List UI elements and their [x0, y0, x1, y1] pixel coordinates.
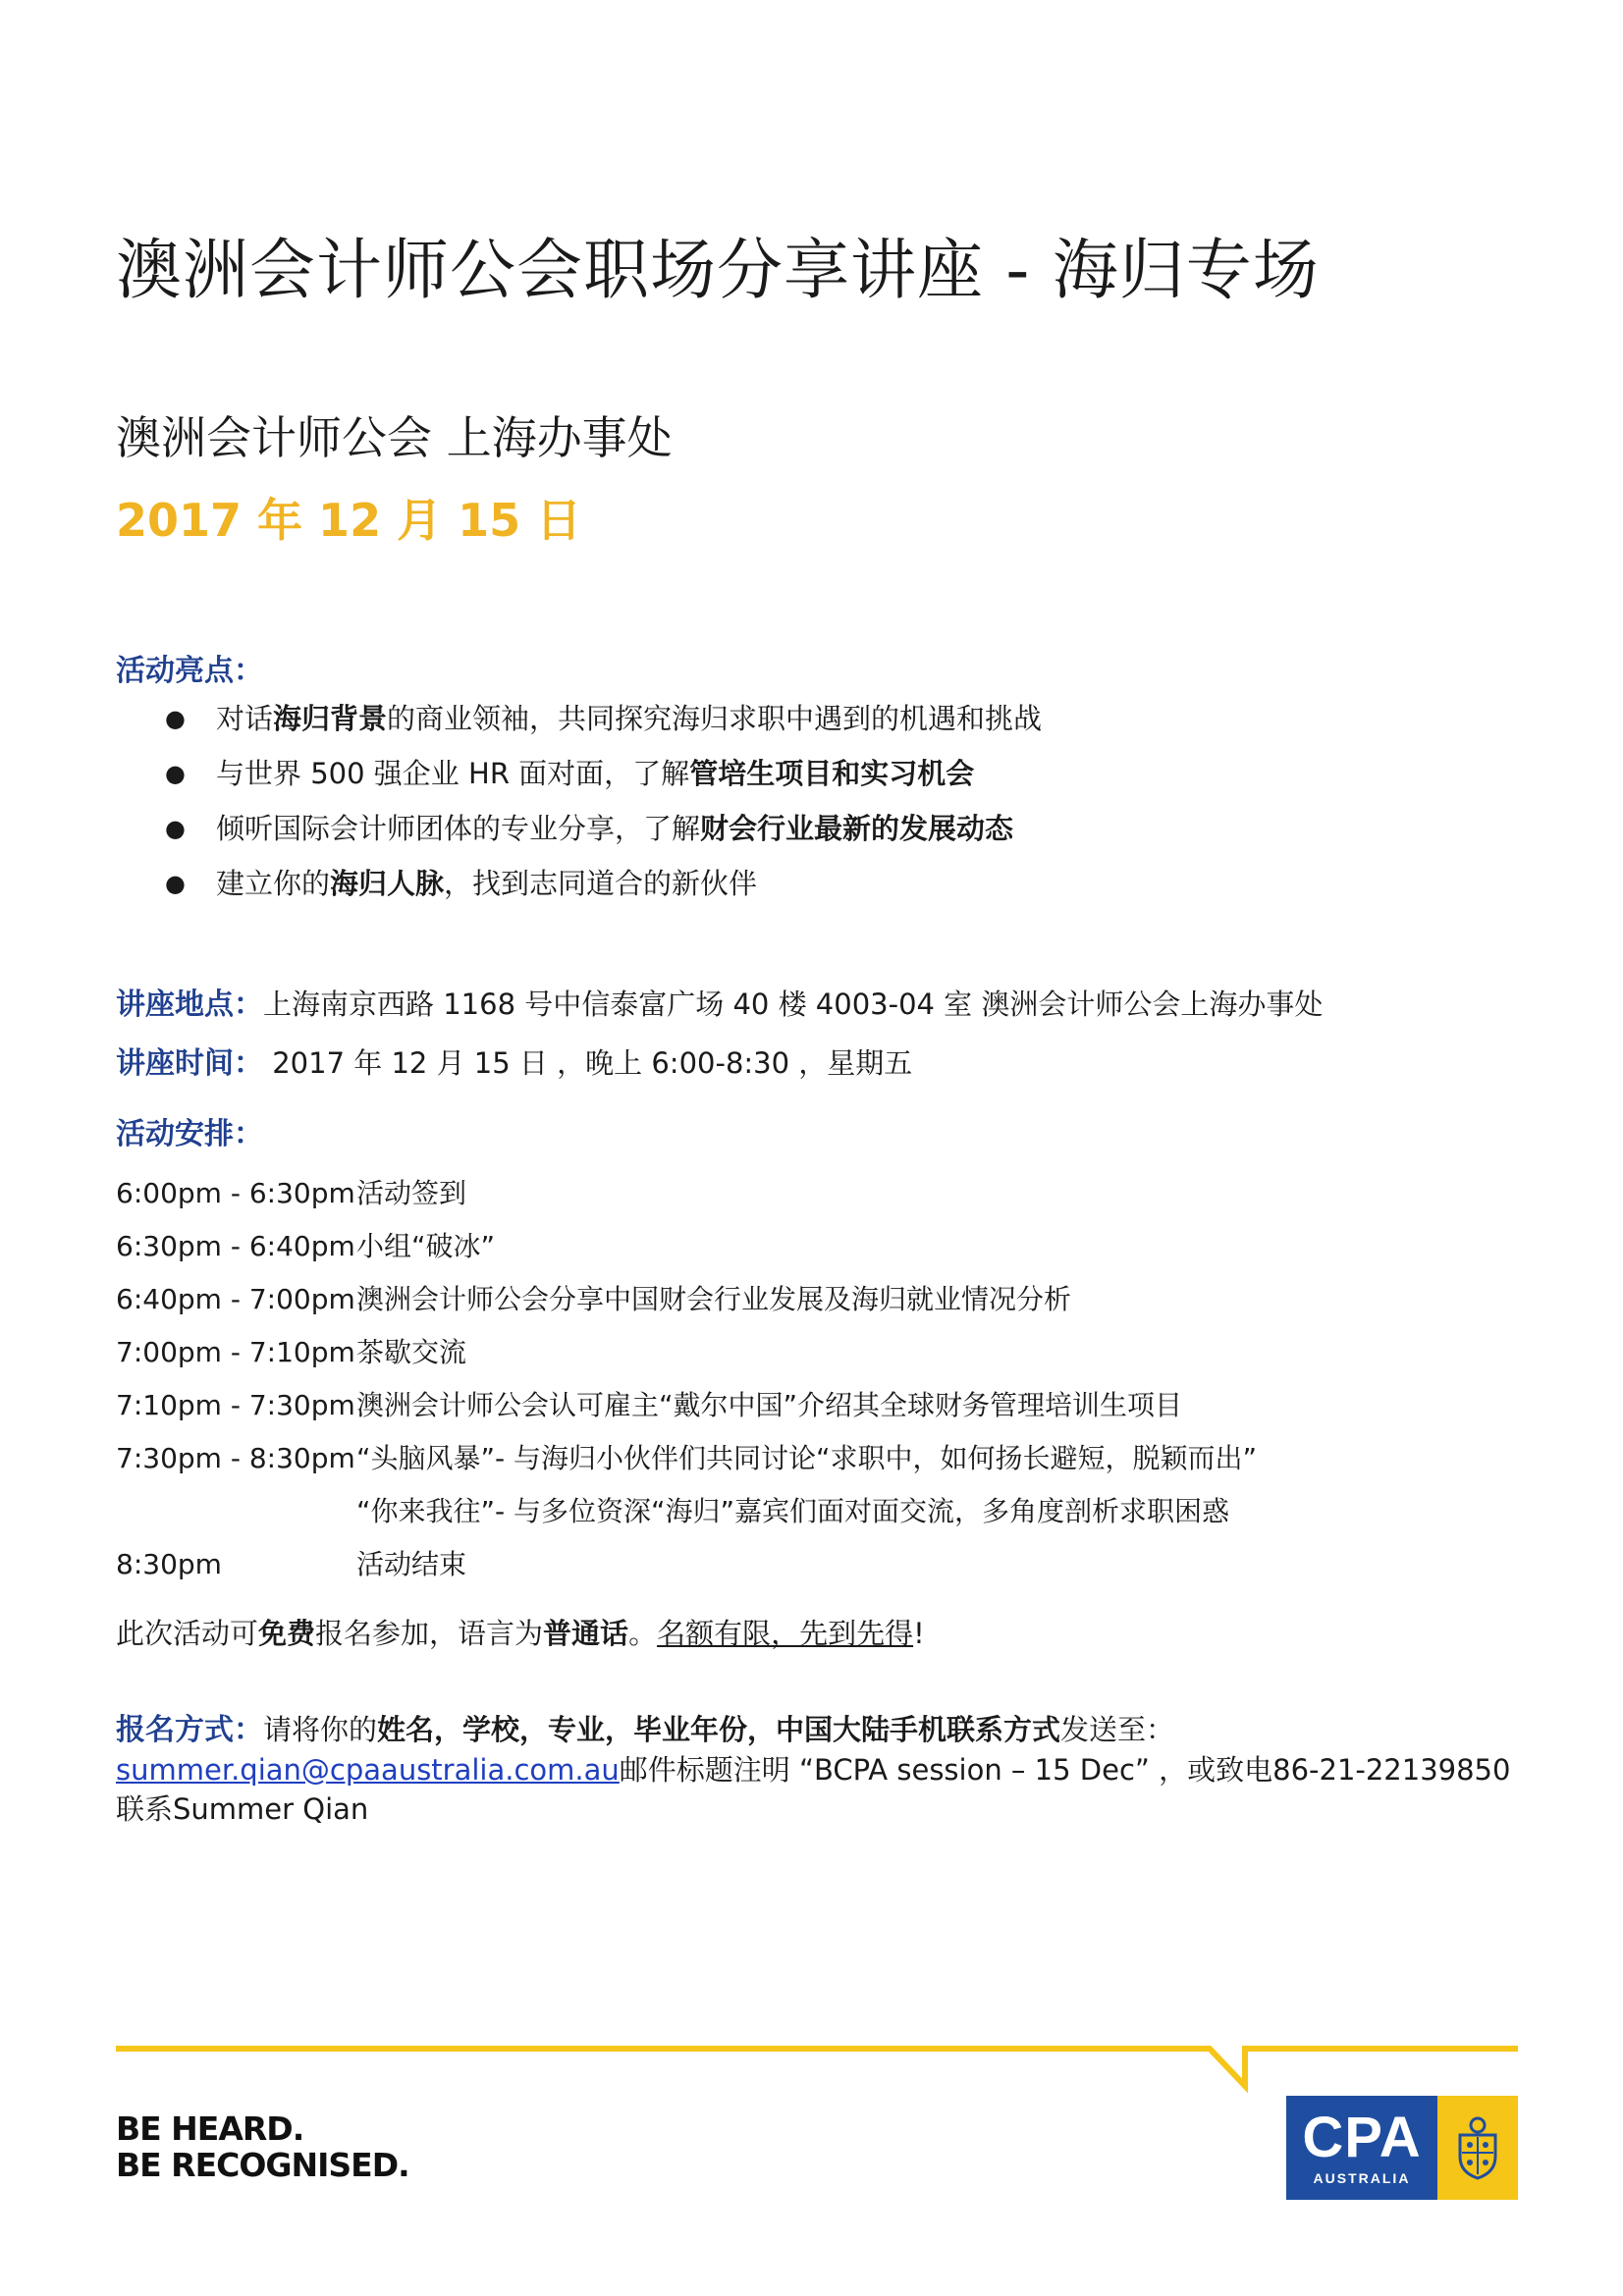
registration-label: 报名方式： — [116, 1713, 263, 1747]
cpa-logo — [1286, 2096, 1518, 2200]
slogan — [116, 2110, 409, 2183]
event-date: 2017 年 12 月 15 日 — [116, 494, 582, 547]
page-subtitle: 澳洲会计师公会 上海办事处 — [116, 411, 673, 464]
location-label: 讲座地点： — [116, 988, 263, 1022]
list-item: ● 对话海归背景的商业领袖，共同探究海归求职中遇到的机遇和挑战 — [116, 699, 1042, 754]
email-link[interactable]: summer.qian@cpaaustralia.com.au — [116, 1753, 620, 1787]
schedule-heading: 活动安排： — [116, 1117, 263, 1151]
location-value: 上海南京西路 1168 号中信泰富广场 40 楼 4003-04 室 澳洲会计师公会上海办事处 — [263, 988, 1324, 1021]
time-label: 讲座时间： — [116, 1046, 263, 1081]
logo-blue-panel — [1286, 2096, 1437, 2200]
time-value: 2017 年 12 月 15 日 ，晚上 6:00-8:30 ，星期五 — [263, 1046, 913, 1080]
list-item: ● 倾听国际会计师团体的专业分享，了解财会行业最新的发展动态 — [116, 809, 1042, 864]
bullet-icon: ● — [165, 760, 186, 787]
slogan-line: BE HEARD. — [116, 2109, 304, 2148]
highlights-list — [116, 699, 1042, 919]
bullet-icon: ● — [165, 815, 186, 842]
highlights-heading: 活动亮点： — [116, 654, 263, 688]
location-line — [116, 980, 1323, 1023]
bullet-icon: ● — [165, 870, 186, 897]
free-note: 此次活动可免费报名参加，语言为普通话。名额有限，先到先得! — [116, 1617, 925, 1650]
time-line — [116, 1039, 912, 1082]
slogan-line: BE RECOGNISED. — [116, 2146, 409, 2184]
list-item: ● 与世界 500 强企业 HR 面对面，了解管培生项目和实习机会 — [116, 754, 1042, 809]
logo-text: CPA — [1302, 2106, 1422, 2169]
registration-paragraph: 报名方式：请将你的姓名，学校，专业，毕业年份，中国大陆手机联系方式发送至： summer.qian@cpaaustralia.com.au邮件标题注明 “BCPA session – 15 Dec” ，或致电86-21-22139850联系Summer Qian — [116, 1713, 1511, 1826]
page-title: 澳洲会计师公会职场分享讲座 - 海归专场 — [116, 232, 1320, 308]
logo-subtext: AUSTRALIA — [1313, 2170, 1411, 2186]
list-item: ● 建立你的海归人脉，找到志同道合的新伙伴 — [116, 864, 1042, 919]
bullet-icon: ● — [165, 705, 186, 732]
crest-icon — [1437, 2096, 1518, 2200]
